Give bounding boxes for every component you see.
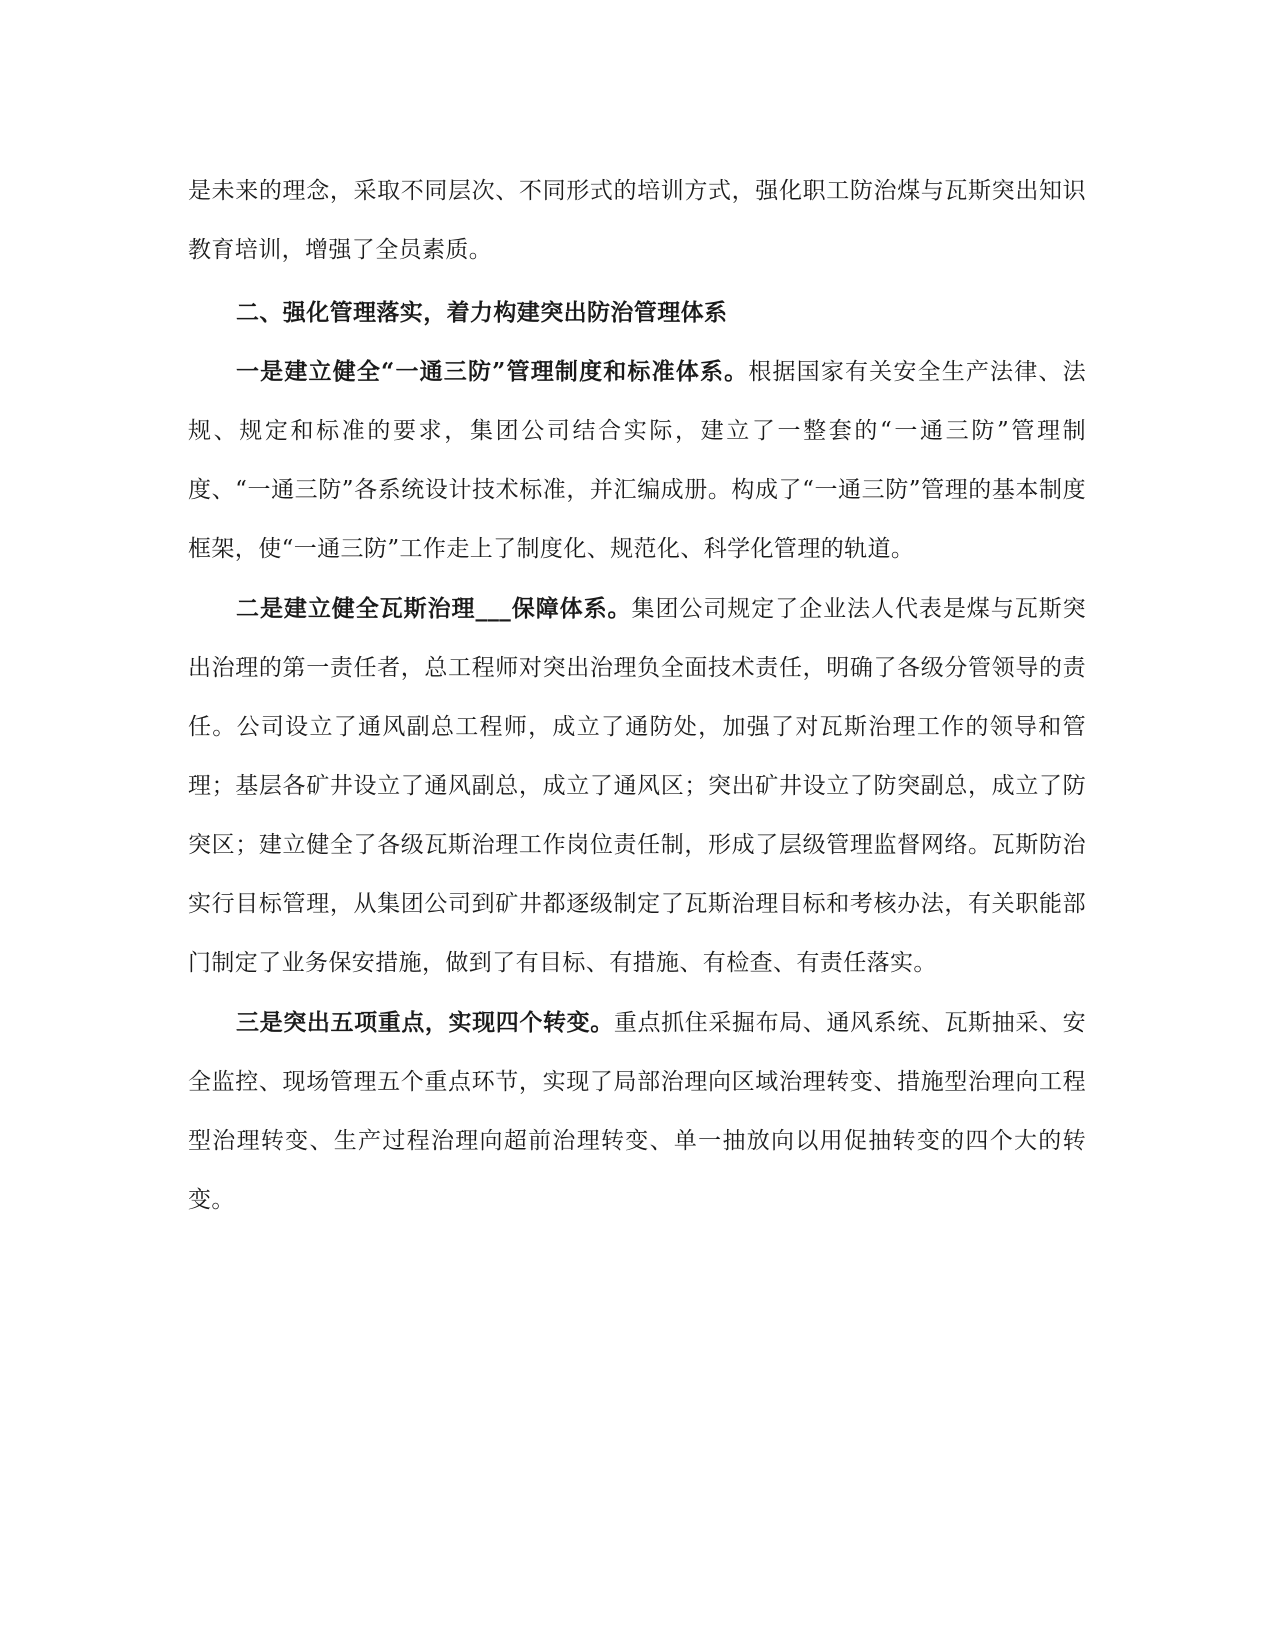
paragraph-lead: 三是突出五项重点，实现四个转变。 (236, 1009, 614, 1036)
paragraph-lead: 二是建立健全瓦斯治理___保障体系。 (236, 595, 632, 622)
paragraph-five-priorities (188, 993, 1086, 1230)
paragraph-management-system (188, 342, 1086, 579)
section-heading (188, 283, 1086, 342)
paragraph-text: 集团公司规定了企业法人代表是煤与瓦斯突出治理的第一责任者，总工程师对突出治理负全面技术责任，明确了各级分管领导的责任。公司设立了通风副总工程师，成立了通防处，加强了对瓦斯治理工作的领导和管理；基层各矿井设立了通风副总，成立了通风区；突出矿井设立了防突副总，成立了防突区；建立健全了各级瓦斯治理工作岗位责任制，形成了层级管理监督网络。瓦斯防治实行目标管理，从集团公司到矿井都逐级制定了瓦斯治理目标和考核办法，有关职能部门制定了业务保安措施，做到了有目标、有措施、有检查、有责任落实。 (188, 596, 1086, 976)
section-heading-text: 二、强化管理落实，着力构建突出防治管理体系 (236, 299, 728, 326)
document-body (188, 162, 1086, 1230)
paragraph-text: 重点抓住采掘布局、通风系统、瓦斯抽采、安全监控、现场管理五个重点环节，实现了局部治理向区域治理转变、措施型治理向工程型治理转变、生产过程治理向超前治理转变、单一抽放向以用促抽转变的四个大的转变。 (188, 1010, 1086, 1213)
paragraph-continuation (188, 162, 1086, 280)
paragraph-text: 是未来的理念，采取不同层次、不同形式的培训方式，强化职工防治煤与瓦斯突出知识教育培训，增强了全员素质。 (188, 178, 1086, 263)
paragraph-lead: 一是建立健全“一通三防”管理制度和标准体系。 (236, 358, 749, 385)
paragraph-text: 根据国家有关安全生产法律、法规、规定和标准的要求，集团公司结合实际，建立了一整套的“一通三防”管理制度、“一通三防”各系统设计技术标准，并汇编成册。构成了“一通三防”管理的基本制度框架，使“一通三防”工作走上了制度化、规范化、科学化管理的轨道。 (188, 359, 1086, 562)
paragraph-gas-governance (188, 579, 1086, 993)
